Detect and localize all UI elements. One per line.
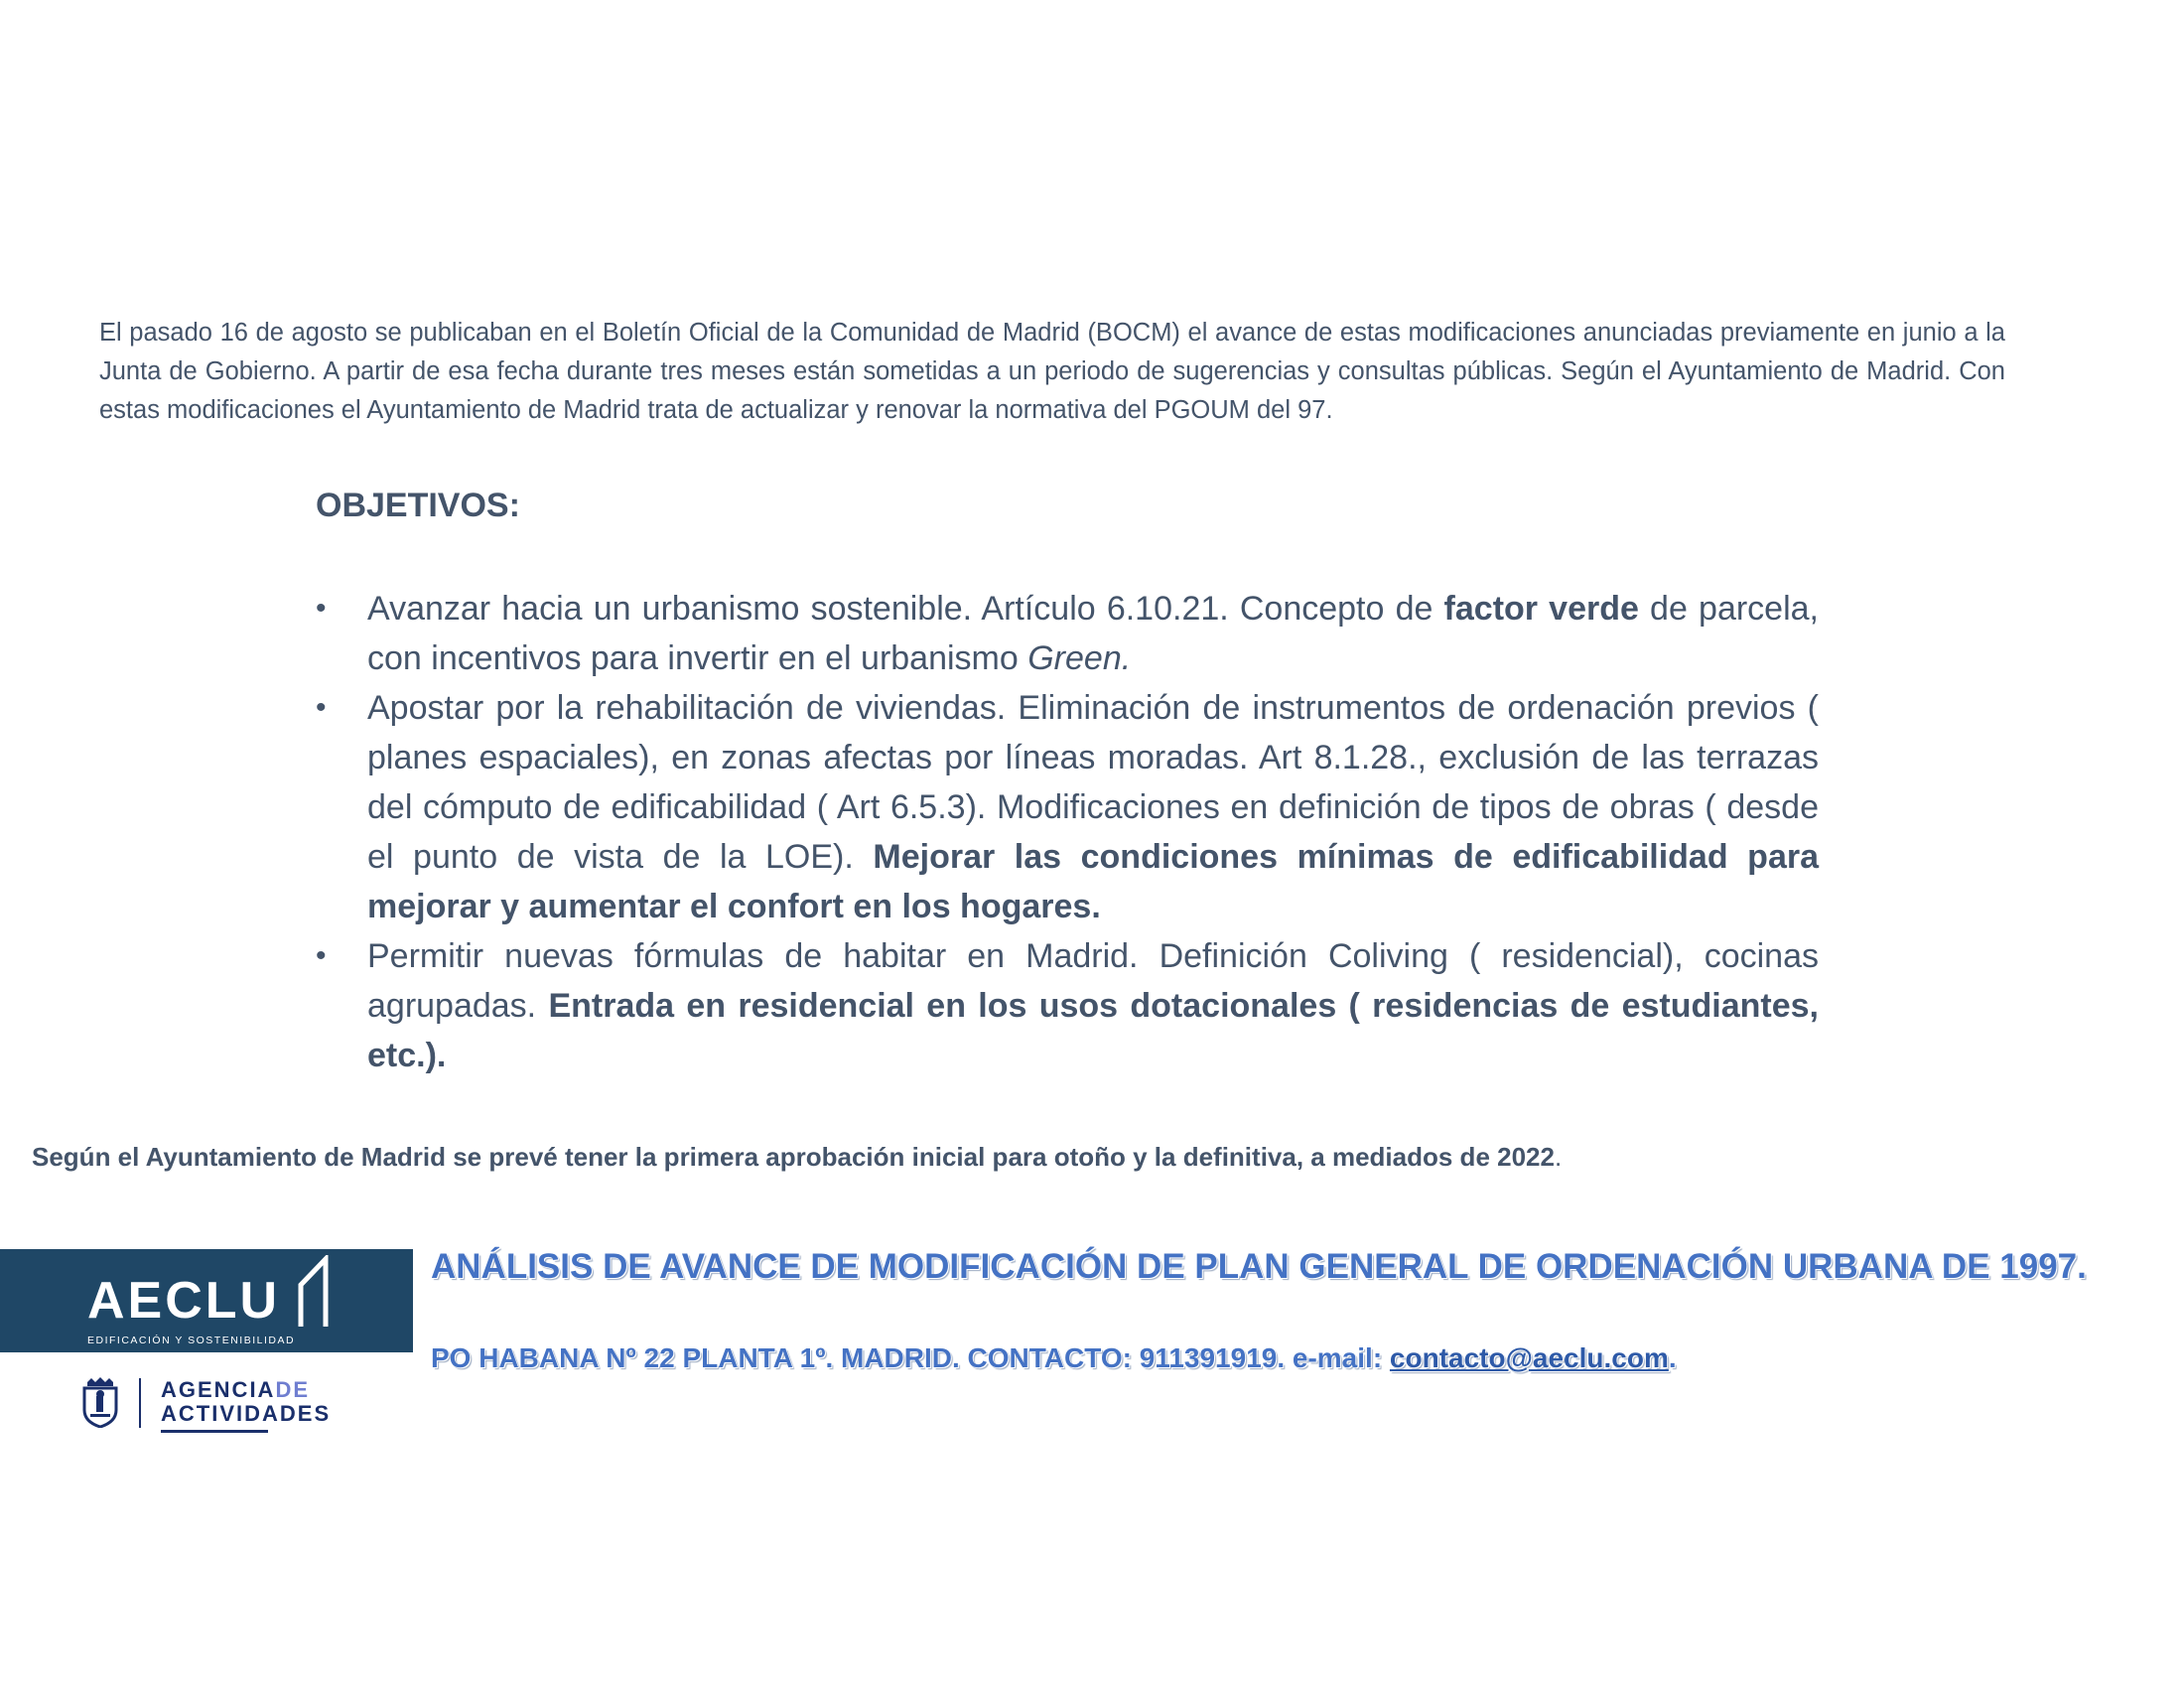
bullet-icon: •: [316, 592, 327, 625]
agencia-wordmark: [161, 1378, 331, 1426]
objective-item-3: [316, 931, 1819, 1080]
objective-1-italic: Green.: [1027, 639, 1132, 677]
closing-note-text: Según el Ayuntamiento de Madrid se prevé tener la primera aprobación inicial para otoño y la definitiva, a mediados de 2022: [32, 1142, 1555, 1172]
agencia-actividades-logo: [79, 1374, 357, 1434]
footer-contact-text: PO HABANA Nº 22 PLANTA 1º. MADRID. CONTACTO: 911391919. e-mail:: [431, 1342, 1390, 1373]
bullet-icon: •: [316, 691, 327, 724]
agencia-underline: [161, 1430, 268, 1433]
contact-email-link[interactable]: contacto@aeclu.com: [1389, 1342, 1669, 1373]
bullet-icon: •: [316, 939, 327, 972]
objective-2-text: Apostar por la rehabilitación de viviendas. Eliminación de instrumentos de ordenación previos ( planes espaciales), en zonas afectas por líneas moradas. Art 8.1.28., exclusión de las terrazas del cómputo de edificabilidad ( Art 6.5.3). Modificaciones en definición de tipos de obras ( desde el punto de vista de la LOE).: [367, 689, 1819, 876]
madrid-crest-icon: [79, 1376, 121, 1428]
objectives-title: OBJETIVOS:: [316, 487, 520, 524]
aeclu-logo-tagline: EDIFICACIÓN Y SOSTENIBILIDAD: [87, 1335, 296, 1346]
aeclu-logo: [0, 1249, 413, 1352]
aeclu-logo-wordmark: AECLU: [87, 1272, 281, 1330]
objective-item-2: [316, 683, 1819, 931]
closing-note: [32, 1142, 1562, 1173]
objective-1-bold: factor verde: [1443, 590, 1639, 628]
objective-3-bold: Entrada en residencial en los usos dotacionales ( residencias de estudiantes, etc.).: [367, 987, 1819, 1074]
footer-title: ANÁLISIS DE AVANCE DE MODIFICACIÓN DE PLAN GENERAL DE ORDENACIÓN URBANA DE 1997.: [431, 1247, 2087, 1286]
objective-2-bold: Mejorar las condiciones mínimas de edificabilidad para mejorar y aumentar el confort en los hogares.: [367, 838, 1819, 925]
intro-paragraph: El pasado 16 de agosto se publicaban en el Boletín Oficial de la Comunidad de Madrid (BOCM) el avance de estas modificaciones anunciadas previamente en junio a la Junta de Gobierno. A partir de esa fecha durante tres meses están sometidas a un periodo de sugerencias y consultas públicas. Según el Ayuntamiento de Madrid. Con estas modificaciones el Ayuntamiento de Madrid trata de actualizar y renovar la normativa del PGOUM del 97.: [99, 319, 2005, 424]
objective-1-text-cont: de parcela, con incentivos para invertir en el urbanismo: [367, 590, 1819, 677]
objective-1-text: Avanzar hacia un urbanismo sostenible. Artículo 6.10.21. Concepto de: [367, 590, 1444, 628]
agencia-de-word: DE: [275, 1377, 311, 1402]
objective-item-1: [316, 584, 1819, 683]
objectives-list: [316, 584, 1819, 1080]
objective-3-text: Permitir nuevas fórmulas de habitar en Madrid. Definición Coliving ( residencial), cocinas agrupadas.: [367, 937, 1819, 1025]
footer-contact-period: .: [1668, 1342, 1677, 1373]
actividades-word: ACTIVIDADES: [161, 1401, 332, 1426]
agencia-word: AGENCIA: [161, 1377, 276, 1402]
footer-contact: [431, 1342, 1677, 1374]
agencia-divider: [139, 1378, 141, 1428]
aeclu-building-icon: [298, 1255, 332, 1329]
closing-note-period: .: [1554, 1142, 1563, 1172]
